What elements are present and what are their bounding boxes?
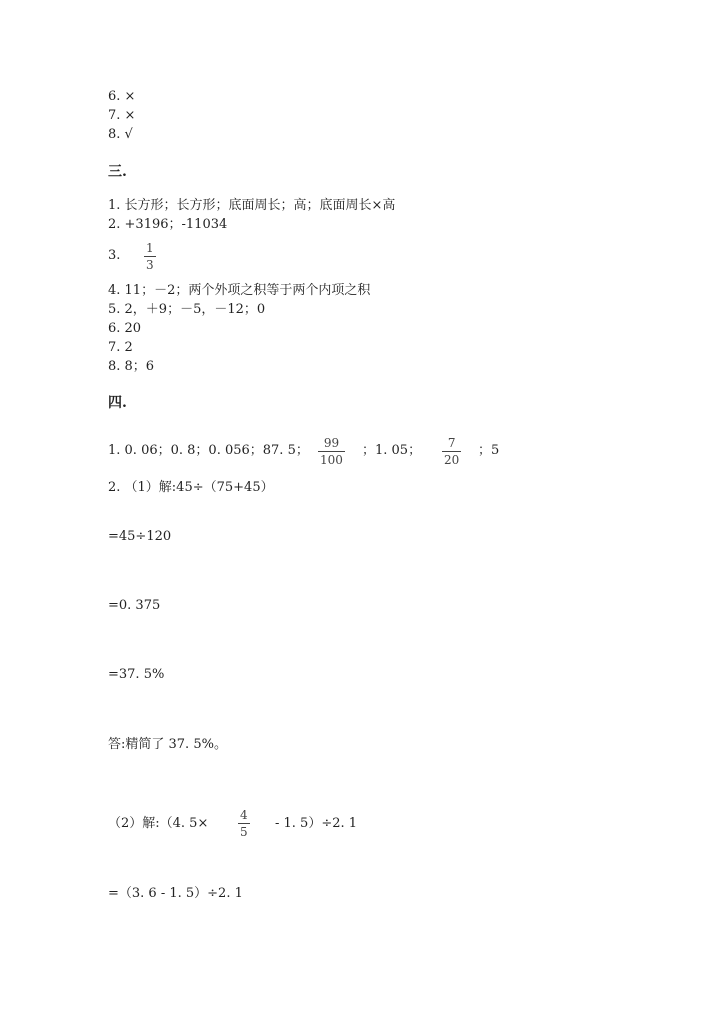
answer-7: 7. × <box>108 108 136 123</box>
fraction-numerator: 4 <box>240 808 248 822</box>
s4-answer-1-prefix: 1. 0. 06；0. 8；0. 056；87. 5； <box>108 443 309 458</box>
s3-answer-7: 7. 2 <box>108 340 133 355</box>
s4-step-1: =45÷120 <box>108 529 172 544</box>
fraction-bar <box>318 451 345 452</box>
s4-answer-1-fraction-a <box>318 436 345 467</box>
answer-6: 6. × <box>108 89 136 104</box>
s4-question-2-suffix: - 1. 5）÷2. 1 <box>275 816 358 831</box>
fraction-numerator: 99 <box>323 436 340 450</box>
fraction-numerator: 7 <box>447 436 456 450</box>
s3-answer-2: 2. +3196；-11034 <box>108 217 228 232</box>
fraction-bar <box>144 256 156 257</box>
s3-answer-4: 4. 11；－2；两个外项之积等于两个内项之积 <box>108 283 371 298</box>
s3-answer-1: 1. 长方形；长方形；底面周长；高；底面周长×高 <box>108 198 396 213</box>
s4-answer-1-middle: ；1. 05； <box>362 443 422 458</box>
s3-answer-5: 5. 2，＋9；－5，－12；0 <box>108 302 266 317</box>
s4-step-2: =0. 375 <box>108 598 161 613</box>
fraction-denominator: 20 <box>444 453 460 467</box>
s3-answer-3-label: 3. <box>108 248 121 263</box>
fraction-denominator: 3 <box>146 258 154 272</box>
answer-8: 8. √ <box>108 127 133 142</box>
s4-question-2-step-1: =（3. 6 - 1. 5）÷2. 1 <box>108 886 243 901</box>
fraction-denominator: 100 <box>320 453 343 467</box>
fraction-numerator: 1 <box>146 241 154 255</box>
s4-question-2-prefix: （2）解:（4. 5× <box>108 816 209 831</box>
s4-step-3: =37. 5% <box>108 667 165 682</box>
fraction-bar <box>238 823 250 824</box>
s4-answer-statement: 答:精简了 37. 5%。 <box>108 737 227 752</box>
s3-answer-6: 6. 20 <box>108 321 142 336</box>
s4-answer-1-fraction-b <box>442 436 461 467</box>
section-3-heading: 三. <box>108 164 127 180</box>
s4-question-2-fraction <box>238 808 250 839</box>
fraction-bar <box>442 451 461 452</box>
s4-answer-1-end: ；5 <box>478 443 500 458</box>
s4-answer-2-question-1: 2. （1）解:45÷（75+45） <box>108 480 274 495</box>
fraction-denominator: 5 <box>240 825 248 839</box>
s3-answer-8: 8. 8；6 <box>108 359 155 374</box>
section-4-heading: 四. <box>108 395 127 411</box>
s3-answer-3-fraction <box>144 241 156 272</box>
